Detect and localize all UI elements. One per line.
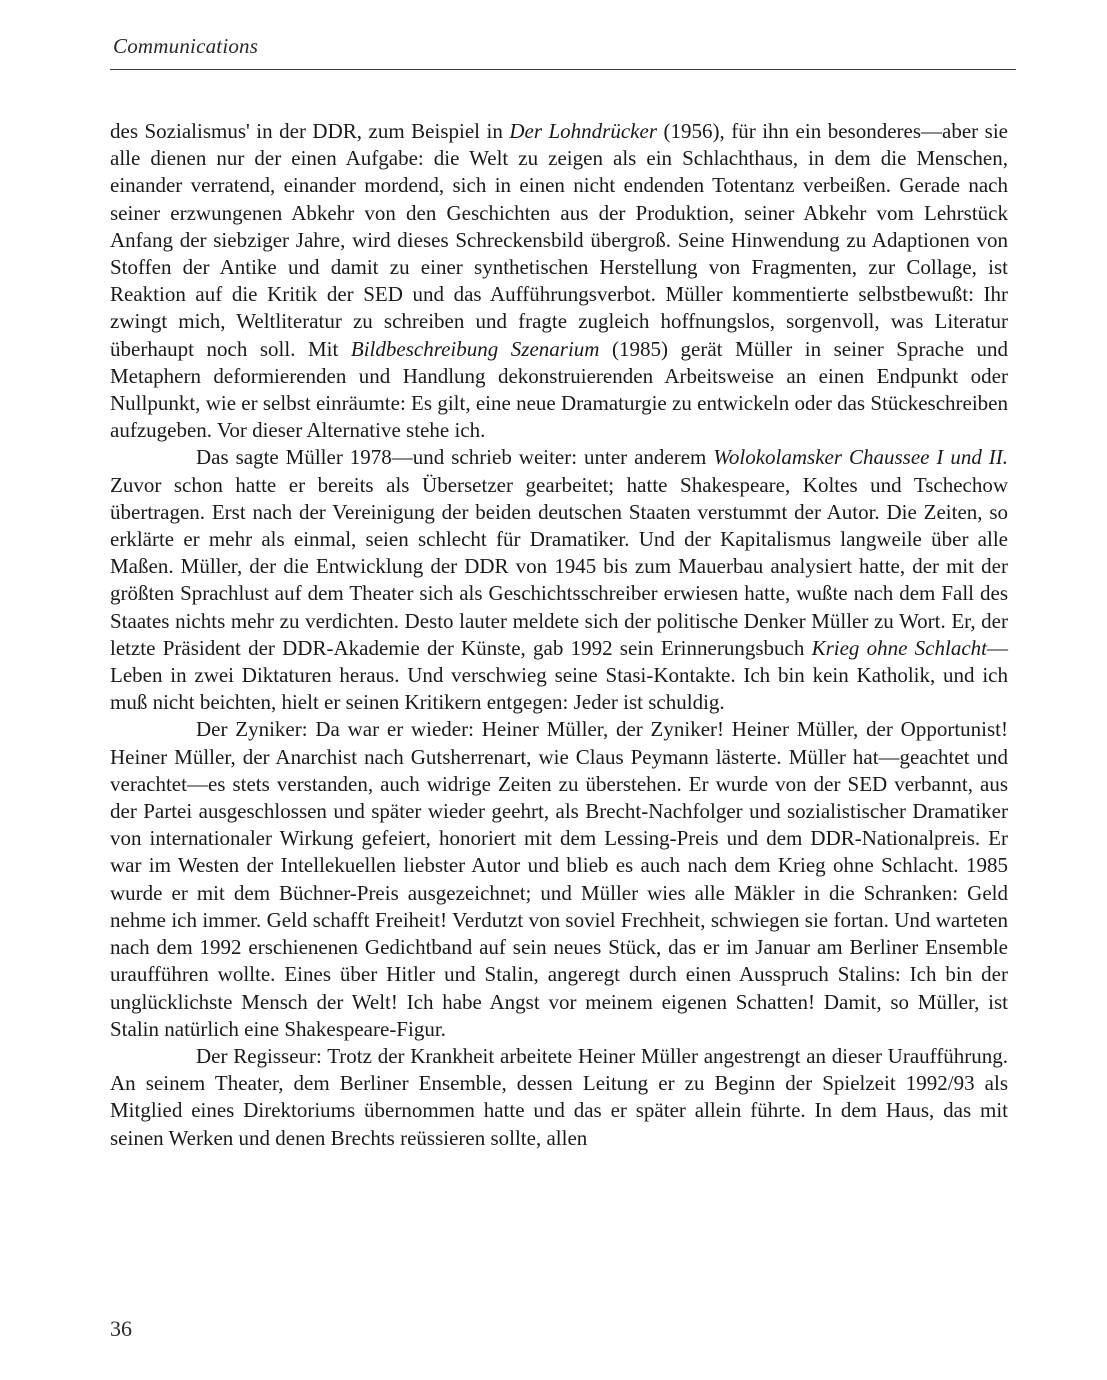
italic-title: Der Lohndrücker bbox=[509, 119, 657, 143]
running-header-title: Communications bbox=[113, 34, 259, 58]
paragraph bbox=[110, 1043, 1008, 1152]
text-run: Der Zyniker: Da war er wieder: Heiner Müller, der Zyniker! Heiner Müller, der Opportunist! Heiner Müller, der Anarchist nach Gutsherrenart, wie Claus Peymann lästerte. Müller hat—geachtet und verachtet—es stets verstanden, auch widrige Zeiten zu überstehen. Er wurde von der SED verbannt, aus der Partei ausgeschlossen und später wieder geehrt, als Brecht-Nachfolger und sozialistischer Dramatiker von internationaler Wirkung gefeiert, honoriert mit dem Lessing-Preis und dem DDR-Nationalpreis. Er war im Westen der Intellekuellen liebster Autor und blieb es auch nach dem Krieg ohne Schlacht. 1985 wurde er mit dem Büchner-Preis ausgezeichnet; und Müller wies alle Mäkler in die Schranken: Geld nehme ich immer. Geld schafft Freiheit! Verdutzt von soviel Frechheit, schwiegen sie fortan. Und warteten nach dem 1992 erschienenen Gedichtband auf sein neues Stück, das er im Januar am Berliner Ensemble uraufführen wollte. Eines über Hitler und Stalin, angeregt durch einen Ausspruch Stalins: Ich bin der unglücklichste Mensch der Welt! Ich habe Angst vor meinem eigenen Schatten! Damit, so Müller, ist Stalin natürlich eine Shakespeare-Figur. bbox=[110, 717, 1008, 1041]
paragraph bbox=[110, 716, 1008, 1042]
text-run: Zuvor schon hatte er bereits als Übersetzer gearbeitet; hatte Shakespeare, Koltes und Tschechow übertragen. Erst nach der Vereinigung der beiden deutschen Staaten verstummt der Autor. Die Zeiten, so erklärte er mehr als einmal, seien schlecht für Dramatiker. Und der Kapitalismus langweile über alle Maßen. Müller, der die Entwicklung der DDR von 1945 bis zum Mauerbau analysiert hatte, der mit der größten Sprachlust auf dem Theater sich als Geschichtsschreiber erwiesen hatte, wußte nach dem Fall des Staates nichts mehr zu verdichten. Desto lauter meldete sich der politische Denker Müller zu Wort. Er, der letzte Präsident der DDR-Akademie der Künste, gab 1992 sein Erinnerungsbuch bbox=[110, 472, 1008, 660]
header-rule bbox=[110, 69, 1016, 70]
text-run: —Leben in zwei Diktaturen heraus. Und verschwieg seine Stasi-Kontakte. Ich bin kein Katholik, und ich muß nicht beichten, hielt er seinen Kritikern entgegen: Jeder ist schuldig. bbox=[110, 635, 1008, 715]
italic-title: Wolokolamsker Chaussee I und II. bbox=[713, 445, 1008, 470]
text-run: (1956), für ihn ein besonderes—aber sie alle dienen nur der einen Aufgabe: die Welt zu zeigen als ein Schlachthaus, in dem die Menschen, einander verratend, einander mordend, sich in einen nicht endenden Totentanz verbeißen. Gerade nach seiner erzwungenen Abkehr von den Geschichten aus der Produktion, seiner Abkehr vom Lehrstück Anfang der siebziger Jahre, wird dieses Schreckensbild übergroß. Seine Hinwendung zu Adaptionen von Stoffen der Antike und damit zu einer synthetischen Herstellung von Fragmenten, zur Collage, ist Reaktion auf die Kritik der SED und das Aufführungsverbot. Müller kommentierte selbstbewußt: Ihr zwingt mich, Weltliteratur zu schreiben und fragte zugleich hoffnungslos, sorgenvoll, was Literatur überhaupt noch soll. Mit bbox=[110, 119, 1008, 361]
page-number: 36 bbox=[110, 1316, 132, 1341]
italic-title: Krieg ohne Schlacht bbox=[811, 635, 987, 660]
text-run: Der Regisseur: Trotz der Krankheit arbeitete Heiner Müller angestrengt an dieser Uraufführung. An seinem Theater, dem Berliner Ensemble, dessen Leitung er zu Beginn der Spielzeit 1992/93 als Mitglied eines Direktoriums übernommen hatte und das er später allein führte. In dem Haus, das mit seinen Werken und denen Brechts reüssieren sollte, allen bbox=[110, 1043, 1008, 1150]
text-run: Das sagte Müller 1978—und schrieb weiter: unter anderem bbox=[196, 445, 714, 470]
paragraph bbox=[110, 118, 1008, 444]
paragraph bbox=[110, 444, 1008, 716]
italic-title: Bildbeschreibung Szenarium bbox=[350, 336, 600, 361]
body-text bbox=[110, 118, 1008, 1152]
text-run: (1985) gerät Müller in seiner Sprache und Metaphern deformierenden und Handlung dekonstruierenden Arbeitsweise an einen Endpunkt oder Nullpunkt, wie er selbst einräumte: Es gilt, eine neue Dramaturgie zu entwickeln oder das Stückeschreiben aufzugeben. Vor dieser Alternative stehe ich. bbox=[110, 336, 1008, 443]
text-run: des Sozialismus' in der DDR, zum Beispiel in bbox=[110, 119, 510, 143]
